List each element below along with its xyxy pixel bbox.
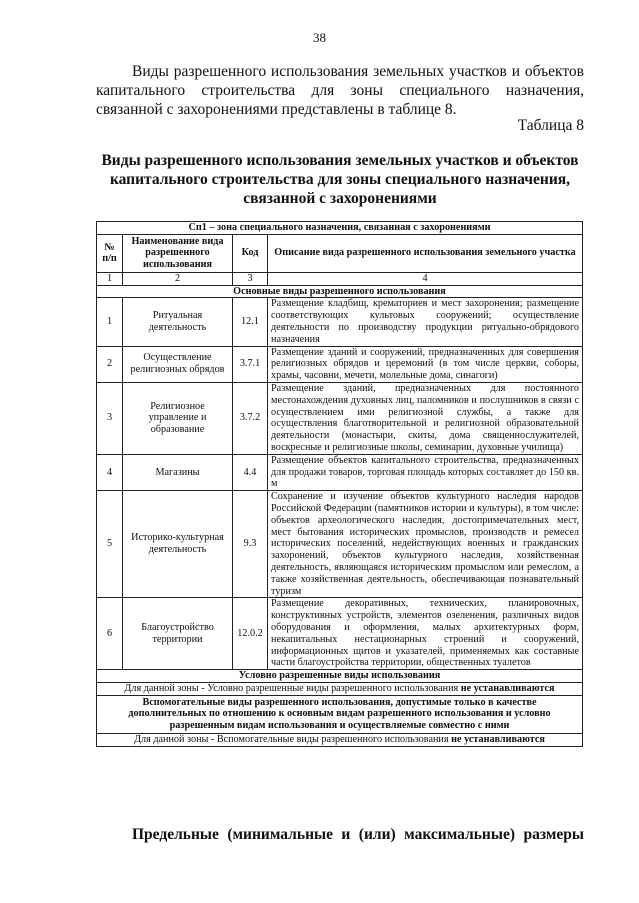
auxiliary-note-strong: не устанавливаются	[451, 734, 545, 746]
page-number: 38	[313, 30, 326, 45]
row-name: Осуществление религиозных обрядов	[123, 346, 233, 382]
table-row	[97, 346, 583, 382]
row-code: 4.4	[233, 454, 268, 490]
row-name: Религиозное управление и образование	[123, 382, 233, 454]
row-name: Благоустройство территории	[123, 598, 233, 670]
col-header-name: Наименование вида разрешенного использования	[123, 234, 233, 272]
row-name: Ритуальная деятельность	[123, 298, 233, 346]
row-num: 2	[97, 346, 123, 382]
row-desc: Размещение кладбищ, крематориев и мест захоронения; размещение соответствующих культовых сооружений; осуществление деятельности по производству продукции ритуально-обрядового назначения	[268, 298, 583, 346]
row-name: Магазины	[123, 454, 233, 490]
row-code: 3.7.1	[233, 346, 268, 382]
zone-header: Сп1 – зона специального назначения, связанная с захоронениями	[97, 222, 583, 235]
row-name: Историко-культурная деятельность	[123, 491, 233, 598]
table-title: Виды разрешенного использования земельных участков и объектов капитального строительства для зоны специального назначения, связанной с захоронениями	[101, 152, 579, 207]
table-row	[97, 598, 583, 670]
row-desc: Сохранение и изучение объектов культурного наследия народов Российской Федерации (памятников истории и культуры), в том числе: объектов археологического наследия, достопримечательных мест, мест бытования исторических промыслов, производств и ремесел исторических поселений, недействующих военных и гражданских захоронений, объектов культурного наследия, хозяйственная деятельность, являющаяся историческим промыслом или ремеслом, а также хозяйственная деятельность, обеспечивающая познавательный туризм	[268, 491, 583, 598]
row-desc: Размещение зданий и сооружений, предназначенных для совершения религиозных обрядов и церемоний (в том числе церкви, соборы, храмы, часовни, мечети, молельные дома, синагоги)	[268, 346, 583, 382]
row-code: 9.3	[233, 491, 268, 598]
row-num: 1	[97, 298, 123, 346]
table-row	[97, 382, 583, 454]
col-header-desc: Описание вида разрешенного использования земельного участка	[268, 234, 583, 272]
col-number: 2	[123, 272, 233, 285]
row-code: 12.1	[233, 298, 268, 346]
main-section-header: Основные виды разрешенного использования	[97, 285, 583, 298]
row-num: 5	[97, 491, 123, 598]
table-label: Таблица 8	[517, 117, 584, 134]
auxiliary-section-header: Вспомогательные виды разрешенного использования, допустимые только в качестве дополнительных по отношению к основным видам разрешенного использования и условно разрешенным видам использования и осуществляемые совместно с ними	[97, 695, 583, 733]
footer-text: Предельные (минимальные и (или) максимальные) размеры	[132, 826, 584, 843]
conditional-section-header: Условно разрешенные виды использования	[97, 670, 583, 683]
land-use-table	[96, 221, 583, 747]
row-num: 3	[97, 382, 123, 454]
col-number: 1	[97, 272, 123, 285]
col-number: 3	[233, 272, 268, 285]
row-num: 4	[97, 454, 123, 490]
auxiliary-note	[97, 734, 583, 747]
auxiliary-note-text: Для данной зоны - Вспомогательные виды разрешенного использования	[134, 734, 449, 746]
col-header-code: Код	[233, 234, 268, 272]
row-desc: Размещение объектов капитального строительства, предназначенных для продажи товаров, торговая площадь которых составляет до 150 кв. м	[268, 454, 583, 490]
conditional-note-strong: не устанавливаются	[460, 682, 555, 694]
intro-paragraph: Виды разрешенного использования земельных участков и объектов капитального строительства для зоны специального назначения, связанной с захоронениями представлены в таблице 8.	[96, 63, 584, 118]
table-row	[97, 454, 583, 490]
col-number: 4	[268, 272, 583, 285]
row-desc: Размещение декоративных, технических, планировочных, конструктивных устройств, элементов озеленения, различных видов оборудования и оформления, малых архитектурных форм, некапитальных нестационарных строений и сооружений, информационных щитов и указателей, применяемых как составные части благоустройства территории, общественных туалетов	[268, 598, 583, 670]
col-header-num: № п/п	[97, 234, 123, 272]
conditional-note	[97, 682, 583, 695]
table-row	[97, 298, 583, 346]
row-code: 3.7.2	[233, 382, 268, 454]
row-desc: Размещение зданий, предназначенных для постоянного местонахождения духовных лиц, паломников и послушников в связи с осуществлением ими религиозной службы, а также для осуществления благотворительной и религиозной образовательной деятельности (монастыри, скиты, дома священнослужителей, воскресные и религиозные школы, семинарии, духовные училища)	[268, 382, 583, 454]
table-row	[97, 491, 583, 598]
row-num: 6	[97, 598, 123, 670]
row-code: 12.0.2	[233, 598, 268, 670]
conditional-note-text: Для данной зоны - Условно разрешенные виды разрешенного использования	[124, 682, 459, 694]
